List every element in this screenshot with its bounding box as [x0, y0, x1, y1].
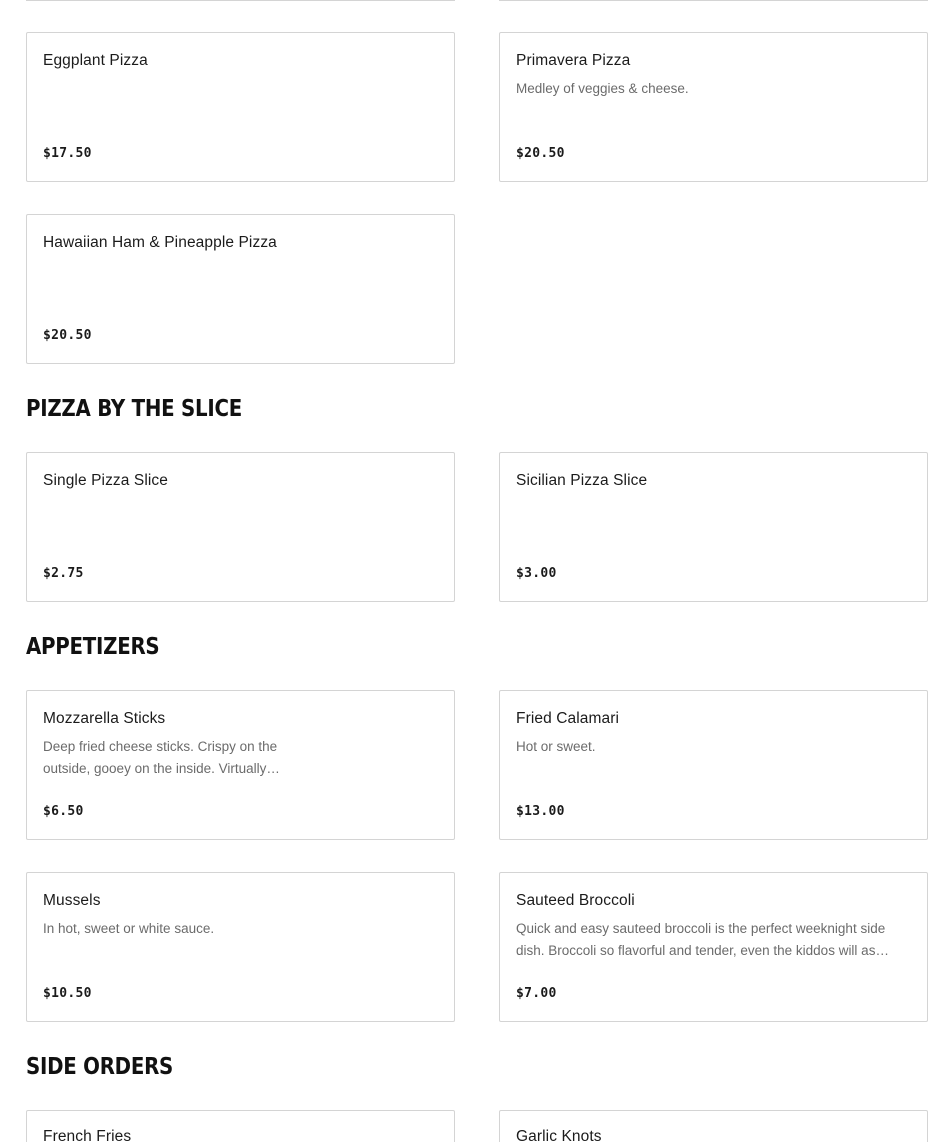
menu-item-card[interactable]: [26, 32, 455, 182]
item-price: $10.50: [43, 986, 92, 1001]
card-edge: [499, 0, 928, 1]
item-price: $2.75: [43, 566, 84, 581]
menu-item-card[interactable]: [499, 872, 928, 1022]
section-title-side-orders: SIDE ORDERS: [26, 1054, 174, 1080]
item-price: $17.50: [43, 146, 92, 161]
item-description: Deep fried cheese sticks. Crispy on the outside, gooey on the inside. Virtually…: [43, 739, 280, 776]
item-name: Garlic Knots: [516, 1128, 602, 1142]
item-name: Mussels: [43, 892, 101, 909]
item-description: In hot, sweet or white sauce.: [43, 921, 215, 936]
item-price: $7.00: [516, 986, 557, 1001]
menu-item-card[interactable]: [26, 1110, 455, 1142]
item-price: $20.50: [516, 146, 565, 161]
item-name: Mozzarella Sticks: [43, 710, 166, 727]
item-description: Medley of veggies & cheese.: [516, 81, 689, 96]
card-edge: [26, 0, 455, 1]
item-description: Quick and easy sauteed broccoli is the perfect weeknight side dish. Broccoli so flavorful and tender, even the kiddos will as…: [516, 921, 889, 958]
menu-item-card[interactable]: [499, 452, 928, 602]
item-name: Primavera Pizza: [516, 52, 631, 69]
section-title-pizza-by-the-slice: PIZZA BY THE SLICE: [26, 396, 242, 422]
item-name: Eggplant Pizza: [43, 52, 148, 69]
item-name: Fried Calamari: [516, 710, 620, 727]
menu-item-card[interactable]: [499, 32, 928, 182]
menu-item-card[interactable]: [26, 872, 455, 1022]
item-price: $20.50: [43, 328, 92, 343]
item-description: Hot or sweet.: [516, 739, 596, 754]
item-name: Single Pizza Slice: [43, 472, 168, 489]
item-name: Sauteed Broccoli: [516, 892, 635, 909]
item-name: Hawaiian Ham & Pineapple Pizza: [43, 234, 277, 251]
menu-item-card[interactable]: [499, 690, 928, 840]
item-price: $6.50: [43, 804, 84, 819]
menu-item-card[interactable]: [26, 214, 455, 364]
item-price: $3.00: [516, 566, 557, 581]
item-name: French Fries: [43, 1128, 132, 1142]
item-price: $13.00: [516, 804, 565, 819]
menu-item-card[interactable]: [26, 452, 455, 602]
menu-item-card[interactable]: [26, 690, 455, 840]
section-title-appetizers: APPETIZERS: [26, 634, 160, 660]
menu-item-card[interactable]: [499, 1110, 928, 1142]
item-name: Sicilian Pizza Slice: [516, 472, 648, 489]
